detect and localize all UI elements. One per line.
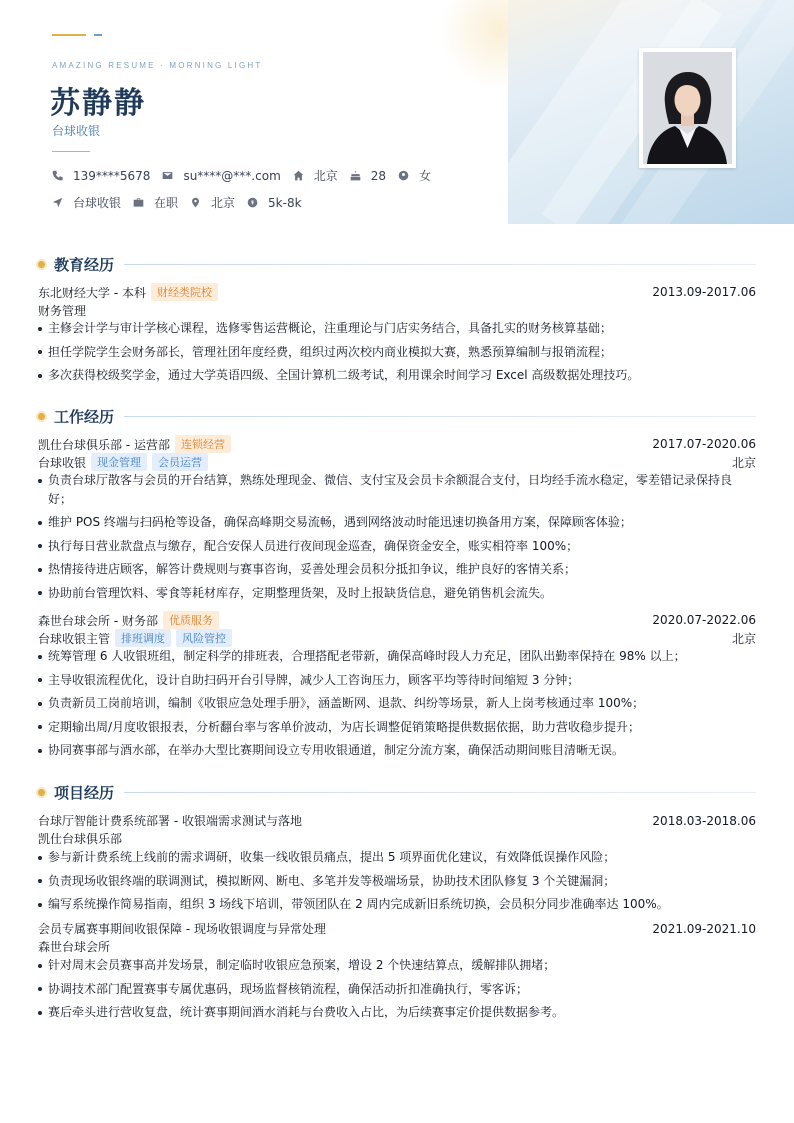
salary-text: 5k-8k <box>268 195 302 210</box>
education-major-line <box>38 302 756 319</box>
person-circle-icon <box>398 170 409 181</box>
job-role: 台球收银主管 <box>38 631 111 646</box>
project-org-line <box>38 830 756 847</box>
section-divider <box>124 416 756 417</box>
list-item: 针对周末会员赛事高并发场景，制定临时收银应急预案，增设 2 个快速结算点，缓解排队拥堵； <box>38 956 738 975</box>
list-item: 多次获得校级奖学金，通过大学英语四级、全国计算机二级考试，利用课余时间学习 Excel 高级数据处理技巧。 <box>38 366 738 385</box>
project-org: 森世台球会所 <box>38 940 111 954</box>
contact-row <box>52 167 443 184</box>
status-item <box>133 194 178 211</box>
portrait-illustration <box>643 52 732 164</box>
job-role-line <box>38 629 756 647</box>
education-major: 财务管理 <box>38 304 87 318</box>
project-name: 会员专属赛事期间收银保障 - 现场收银调度与异常处理 <box>38 922 326 936</box>
profile-photo-frame <box>639 48 736 168</box>
list-item: 维护 POS 终端与扫码枪等设备，确保高峰期交易流畅，遇到网络波动时能迅速切换备用方案，保障顾客体验； <box>38 513 738 532</box>
profile-photo <box>643 52 732 164</box>
age-item <box>350 169 386 183</box>
education-entry-header <box>38 283 756 301</box>
projects-section-title: 项目经历 <box>54 784 115 802</box>
location-pin-icon <box>190 197 201 208</box>
list-item: 编写系统操作简易指南，组织 3 场线下培训，带领团队在 2 周内完成新旧系统切换，会员积分同步准确率达 100%。 <box>38 895 738 914</box>
list-item: 协同赛事部与酒水部，在举办大型比赛期间设立专用收银通道，制定分流方案，确保活动期间账目清晰无误。 <box>38 741 738 760</box>
education-section-header <box>38 254 756 275</box>
project-bullets <box>38 848 738 919</box>
home-icon <box>293 170 304 181</box>
list-item: 热情接待进店顾客，解答计费规则与赛事咨询，妥善处理会员积分抵扣争议，维护良好的客情关系； <box>38 560 738 579</box>
city-item <box>293 167 338 184</box>
coin-icon <box>247 197 258 208</box>
section-dot <box>38 413 45 420</box>
list-item: 协助前台管理饮料、零食等耗材库存，定期整理货架，及时上报缺货信息，避免销售机会流失。 <box>38 584 738 603</box>
target-job-text: 台球收银 <box>73 196 122 210</box>
list-item: 协调技术部门配置赛事专属优惠码，现场监督核销流程，确保活动折扣准确执行，零客诉； <box>38 980 738 999</box>
candidate-title: 台球收银 <box>52 124 101 138</box>
school-name: 东北财经大学 - 本科 <box>38 285 146 300</box>
job-bullets <box>38 647 738 765</box>
salary-item <box>247 196 302 210</box>
age-text: 28 <box>370 168 387 183</box>
list-item: 主修会计学与审计学核心课程，选修零售运营概论，注重理论与门店实务结合，具备扎实的财务核算基础； <box>38 319 738 338</box>
project-bullets <box>38 956 738 1027</box>
company-tag: 优质服务 <box>163 611 219 629</box>
section-dot <box>38 261 45 268</box>
briefcase-icon <box>133 197 144 208</box>
city-text: 北京 <box>313 169 338 183</box>
job-entry-header <box>38 435 756 453</box>
cake-icon <box>350 170 361 181</box>
job-period: 2017.07-2020.06 <box>652 437 756 451</box>
list-item: 参与新计费系统上线前的需求调研，收集一线收银员痛点，提出 5 项界面优化建议，有效降低误操作风险； <box>38 848 738 867</box>
list-item: 负责现场收银终端的联调测试，模拟断网、断电、多笔并发等极端场景，协助技术团队修复 3 个关键漏洞； <box>38 872 738 891</box>
job-location: 北京 <box>731 631 756 646</box>
job-company: 凯仕台球俱乐部 - 运营部 <box>38 437 170 452</box>
phone-icon <box>52 170 63 181</box>
job-location: 北京 <box>731 455 756 470</box>
project-entry-header <box>38 812 756 829</box>
name-underline <box>52 151 90 152</box>
project-org-line <box>38 938 756 955</box>
candidate-name: 苏静静 <box>50 86 146 121</box>
list-item: 统筹管理 6 人收银班组，制定科学的排班表，合理搭配老带新，确保高峰时段人力充足，团队出勤率保持在 98% 以上； <box>38 647 738 666</box>
resume-header <box>0 0 794 228</box>
phone-text: 139****5678 <box>73 168 151 183</box>
education-period: 2013.09-2017.06 <box>652 285 756 299</box>
project-entry-header <box>38 920 756 937</box>
project-period: 2021.09-2021.10 <box>652 921 756 936</box>
list-item: 担任学院学生会财务部长，管理社团年度经费，组织过两次校内商业模拟大赛，熟悉预算编制与报销流程； <box>38 343 738 362</box>
list-item: 定期输出周/月度收银报表，分析翻台率与客单价波动，为店长调整促销策略提供数据依据，助力营收稳步提升； <box>38 718 738 737</box>
company-tag: 连锁经营 <box>175 435 231 453</box>
project-name: 台球厅智能计费系统部署 - 收银端需求测试与落地 <box>38 814 302 828</box>
job-entry-header <box>38 611 756 629</box>
list-item: 负责新员工岗前培训，编制《收银应急处理手册》，涵盖断网、退款、纠纷等场景，新人上岗考核通过率 100%； <box>38 694 738 713</box>
target-city-item <box>190 194 235 211</box>
project-org: 凯仕台球俱乐部 <box>38 832 123 846</box>
job-bullets <box>38 471 738 607</box>
list-item: 主导收银流程优化，设计自助扫码开台引导牌，减少人工咨询压力，顾客平均等待时间缩短 3 分钟； <box>38 671 738 690</box>
target-job-item <box>52 194 121 211</box>
target-city-text: 北京 <box>211 196 236 210</box>
education-bullets <box>38 319 738 390</box>
list-item: 执行每日营业款盘点与缴存，配合安保人员进行夜间现金巡查，确保资金安全，账实相符率 100%； <box>38 537 738 556</box>
gender-item <box>398 167 431 184</box>
project-period: 2018.03-2018.06 <box>652 813 756 828</box>
school-tag: 财经类院校 <box>151 283 218 301</box>
list-item: 赛后牵头进行营收复盘，统计赛事期间酒水消耗与台费收入占比，为后续赛事定价提供数据参考。 <box>38 1003 738 1022</box>
section-dot <box>38 789 45 796</box>
job-company: 森世台球会所 - 财务部 <box>38 613 158 628</box>
mail-icon <box>162 170 173 181</box>
gender-text: 女 <box>419 169 432 183</box>
send-icon <box>52 197 63 208</box>
skill-tag: 排班调度 <box>115 629 171 647</box>
resume-tagline: AMAZING RESUME · MORNING LIGHT <box>52 61 263 70</box>
status-text: 在职 <box>154 196 179 210</box>
job-role: 台球收银 <box>38 455 87 470</box>
skill-tag: 会员运营 <box>152 453 208 471</box>
phone-item <box>52 169 150 183</box>
work-section-title: 工作经历 <box>54 408 115 426</box>
projects-section-header <box>38 782 756 803</box>
education-section-title: 教育经历 <box>54 256 115 274</box>
work-section-header <box>38 406 756 427</box>
section-divider <box>124 792 756 793</box>
email-text: su****@***.com <box>183 168 281 183</box>
job-role-line <box>38 453 756 471</box>
job-intent-row <box>52 194 314 211</box>
skill-tag: 现金管理 <box>91 453 147 471</box>
email-item <box>162 169 280 183</box>
section-divider <box>124 264 756 265</box>
job-period: 2020.07-2022.06 <box>652 613 756 627</box>
list-item: 负责台球厅散客与会员的开台结算，熟练处理现金、微信、支付宝及会员卡余额混合支付，日均经手流水稳定，零差错记录保持良好； <box>38 471 738 508</box>
skill-tag: 风险管控 <box>176 629 232 647</box>
